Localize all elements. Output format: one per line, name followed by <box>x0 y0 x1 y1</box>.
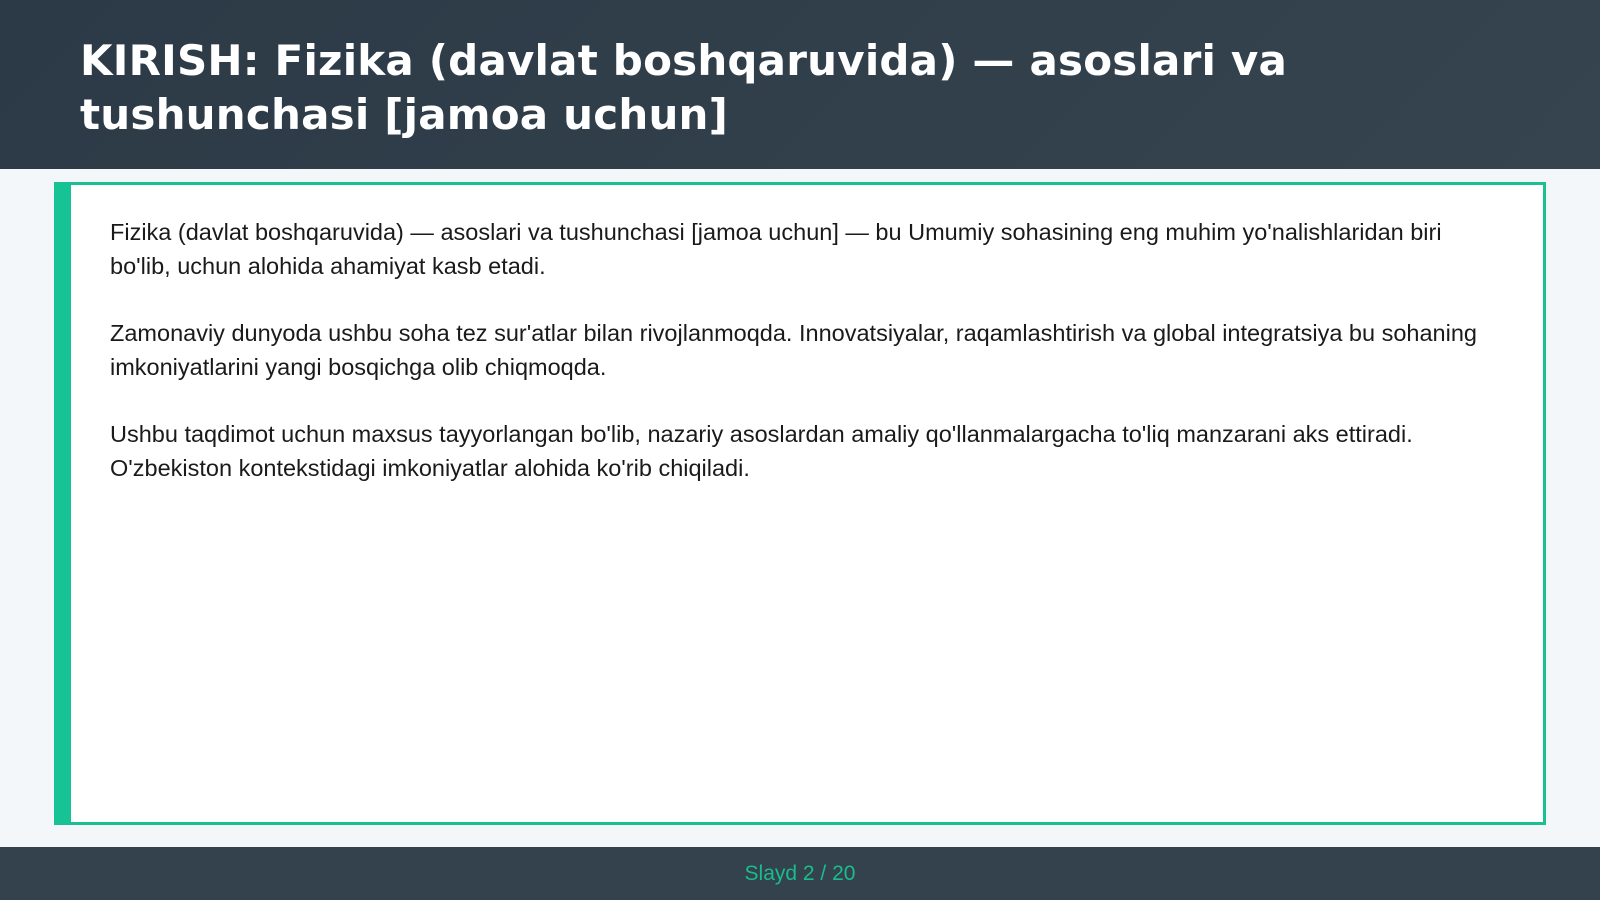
slide-counter: Slayd 2 / 20 <box>744 861 856 885</box>
content-card <box>54 182 1546 825</box>
slide-header <box>0 0 1600 169</box>
paragraph-intro: Fizika (davlat boshqaruvida) — asoslari va tushunchasi [jamoa uchun] — bu Umumiy sohasining eng muhim yo'nalishlaridan biri bo'lib, uchun alohida ahamiyat kasb etadi. <box>110 219 1442 279</box>
slide-footer <box>0 847 1600 900</box>
slide-title: KIRISH: Fizika (davlat boshqaruvida) — asoslari va tushunchasi [jamoa uchun] <box>80 36 1288 139</box>
paragraph-presentation-purpose: Ushbu taqdimot uchun maxsus tayyorlangan bo'lib, nazariy asoslardan amaliy qo'llanmalargacha to'liq manzarani aks ettiradi. O'zbekiston kontekstidagi imkoniyatlar alohida ko'rib chiqiladi. <box>110 421 1413 481</box>
paragraph-modern-world: Zamonaviy dunyoda ushbu soha tez sur'atlar bilan rivojlanmoqda. Innovatsiyalar, raqamlashtirish va global integratsiya bu sohaning imkoniyatlarini yangi bosqichga olib chiqmoqda. <box>110 320 1477 380</box>
